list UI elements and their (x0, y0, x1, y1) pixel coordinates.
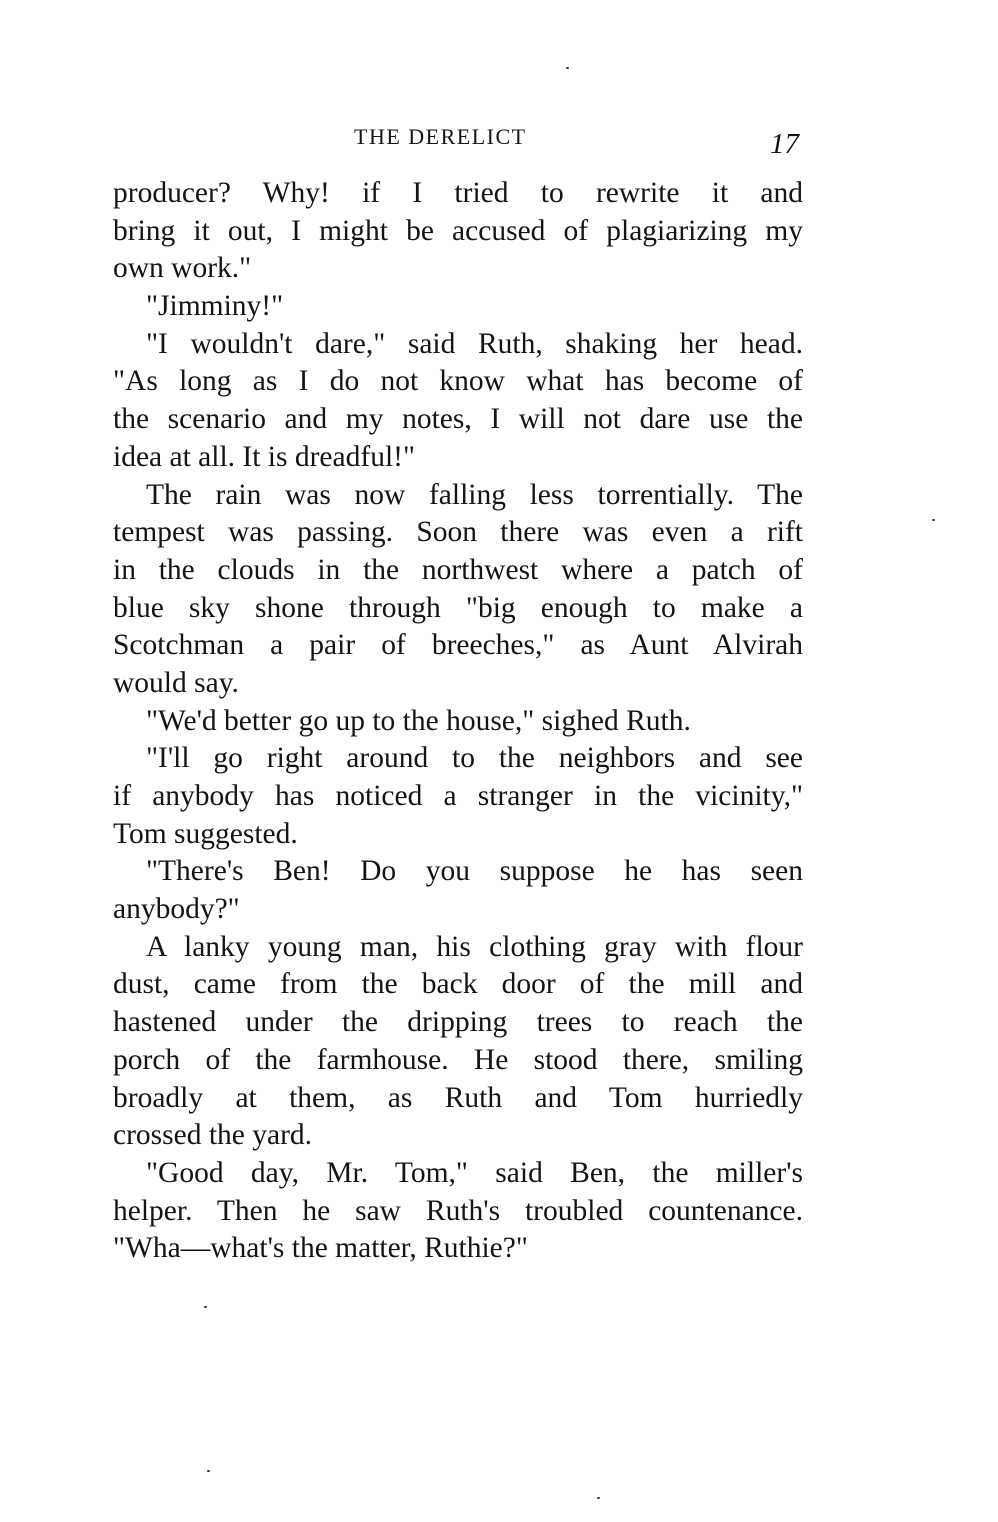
text-line: bring it out, I might be accused of plagiarizing my (113, 214, 803, 247)
page-number: 17 (770, 128, 799, 160)
text-line: the scenario and my notes, I will not dare use the (113, 403, 803, 436)
scan-speck (932, 519, 935, 521)
text-line: "There's Ben! Do you suppose he has seen (146, 855, 803, 888)
text-line: broadly at them, as Ruth and Tom hurriedly (113, 1081, 803, 1114)
text-line: in the clouds in the northwest where a patch of (113, 553, 803, 586)
text-line: "I'll go right around to the neighbors and see (146, 742, 803, 775)
text-line: helper. Then he saw Ruth's troubled countenance. (113, 1194, 803, 1227)
text-line: "Jimminy!" (146, 290, 284, 323)
scan-speck (204, 1306, 207, 1308)
text-line: "We'd better go up to the house," sighed Ruth. (146, 704, 691, 737)
running-head-title: THE DERELICT (354, 124, 527, 149)
text-line: A lanky young man, his clothing gray with flour (146, 930, 803, 963)
text-line: hastened under the dripping trees to reach the (113, 1006, 803, 1039)
text-line: if anybody has noticed a stranger in the vicinity," (113, 780, 803, 812)
text-line: producer? Why! if I tried to rewrite it and (113, 177, 803, 209)
text-line: Tom suggested. (113, 817, 298, 850)
text-line: dust, came from the back door of the mill and (113, 968, 803, 1001)
text-line: own work." (113, 252, 252, 285)
text-line: would say. (113, 666, 239, 699)
scan-speck (207, 1470, 210, 1472)
scan-speck (566, 67, 569, 69)
text-line: Scotchman a pair of breeches," as Aunt Alvirah (113, 629, 803, 662)
text-line: idea at all. It is dreadful!" (113, 440, 416, 473)
body-text (113, 175, 803, 1268)
text-line: "Good day, Mr. Tom," said Ben, the miller's (146, 1156, 803, 1189)
text-line: "Wha—what's the matter, Ruthie?" (113, 1232, 528, 1265)
text-line: anybody?" (113, 893, 240, 926)
text-line: "I wouldn't dare," said Ruth, shaking her head. (146, 327, 803, 360)
text-line: tempest was passing. Soon there was even a rift (113, 516, 803, 549)
text-line: The rain was now falling less torrentially. The (146, 478, 803, 511)
scan-speck (597, 1497, 600, 1499)
text-line: porch of the farmhouse. He stood there, smiling (113, 1043, 803, 1076)
text-line: "As long as I do not know what has become of (113, 365, 803, 398)
text-line: crossed the yard. (113, 1119, 313, 1152)
text-line: blue sky shone through "big enough to make a (113, 591, 803, 624)
